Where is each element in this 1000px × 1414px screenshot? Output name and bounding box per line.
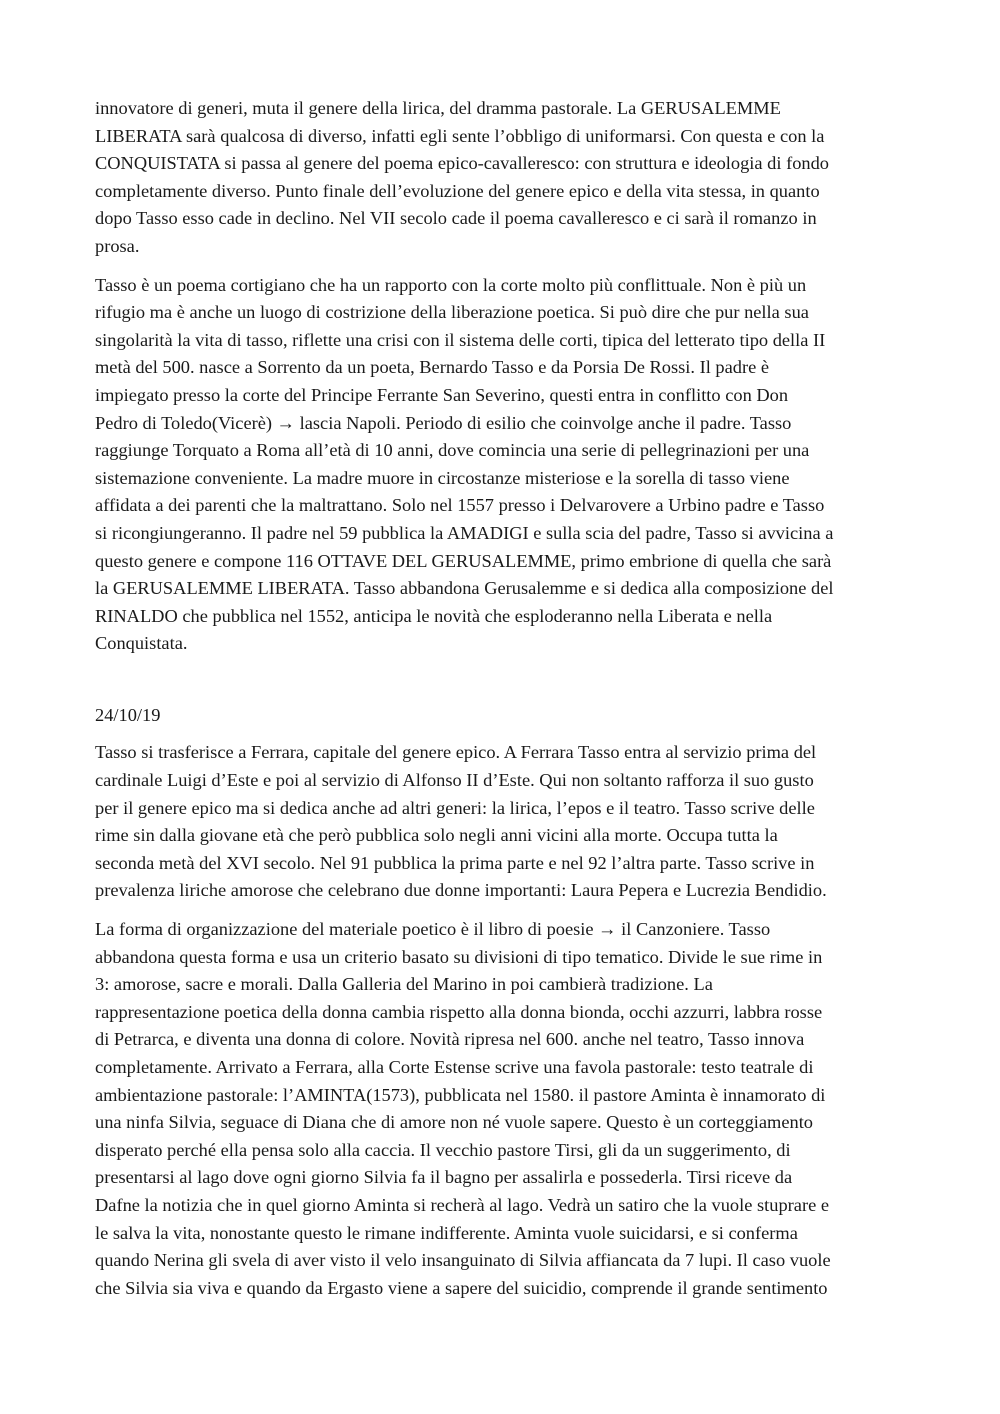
date-heading: 24/10/19	[95, 704, 161, 725]
paragraph-tasso-biography: Tasso è un poema cortigiano che ha un rapporto con la corte molto più conflittuale. Non è più un rifugio ma è anche un luogo di costrizione della liberazione poetica. Si può dire che pur nella sua singolarità la vita di tasso, riflette una crisi con il sistema delle corti, tipica del letterato tipo della II metà del 500. nasce a Sorrento da un poeta, Bernardo Tasso e da Porsia De Rossi. Il padre è impiegato presso la corte del Principe Ferrante San Severino, questi entra in conflitto con Don Pedro di Toledo(Vicerè) → lascia Napoli. Periodo di esilio che coinvolge anche il padre. Tasso raggiunge Torquato a Roma all’età di 10 anni, dove comincia una serie di pellegrinazioni per una sistemazione conveniente. La madre muore in circostanze misteriose e la sorella di tasso viene affidata a dei parenti che la maltrattano. Solo nel 1557 presso i Delvarovere a Urbino padre e Tasso si ricongiungeranno. Il padre nel 59 pubblica la AMADIGI e sulla scia del padre, Tasso si avvicina a questo genere e compone 116 OTTAVE DEL GERUSALEMME, primo embrione di quella che sarà la GERUSALEMME LIBERATA. Tasso abbandona Gerusalemme e si dedica alla composizione del RINALDO che pubblica nel 1552, anticipa le novità che esploderanno nella Liberata e nella Conquistata.	[95, 274, 834, 654]
document-body	[95, 95, 910, 1313]
paragraph-ferrara: Tasso si trasferisce a Ferrara, capitale del genere epico. A Ferrara Tasso entra al servizio prima del cardinale Luigi d’Este e poi al servizio di Alfonso II d’Este. Qui non soltanto rafforza il suo gusto per il genere epico ma si dedica anche ad altri generi: la lirica, l’epos e il teatro. Tasso scrive delle rime sin dalla giovane età che però pubblica solo negli anni vicini alla morte. Occupa tutta la seconda metà del XVI secolo. Nel 91 pubblica la prima parte e nel 92 l’altra parte. Tasso scrive in prevalenza liriche amorose che celebrano due donne importanti: Laura Pepera e Lucrezia Bendidio.	[95, 742, 827, 901]
paragraph-genre-evolution: innovatore di generi, muta il genere della lirica, del dramma pastorale. La GERUSALEMME LIBERATA sarà qualcosa di diverso, infatti egli sente l’obbligo di uniformarsi. Con questa e con la CONQUISTATA si passa al genere del poema epico-cavalleresco: con struttura e ideologia di fondo completamente diverso. Punto finale dell’evoluzione del genere epico e della vita stessa, in quanto dopo Tasso esso cade in declino. Nel VII secolo cade il poema cavalleresco e ci sarà il romanzo in prosa.	[95, 98, 829, 256]
paragraph-canzoniere-aminta: La forma di organizzazione del materiale poetico è il libro di poesie → il Canzoniere. Tasso abbandona questa forma e usa un criterio basato su divisioni di tipo tematico. Divide le sue rime in 3: amorose, sacre e morali. Dalla Galleria del Marino in poi cambierà tradizione. La rappresentazione poetica della donna cambia rispetto alla donna bionda, occhi azzurri, labbra rosse di Petrarca, e diventa una donna di colore. Novità ripresa nel 600. anche nel teatro, Tasso innova completamente. Arrivato a Ferrara, alla Corte Estense scrive una favola pastorale: testo teatrale di ambientazione pastorale: l’AMINTA(1573), pubblicata nel 1580. il pastore Aminta è innamorato di una ninfa Silvia, seguace di Diana che di amore non né vuole sapere. Questo è un corteggiamento disperato perché ella pensa solo alla caccia. Il vecchio pastore Tirsi, gli da un suggerimento, di presentarsi al lago dove ogni giorno Silvia fa il bagno per assalirla e possederla. Tirsi riceve da Dafne la notizia che in quel giorno Aminta si recherà al lago. Vedrà un satiro che la vuole stuprare e le salva la vita, nonostante questo le rimane indifferente. Aminta vuole suicidarsi, e si conferma quando Nerina gli svela di aver visto il velo insanguinato di Silvia affiancata da 7 lupi. Il caso vuole che Silvia sia viva e quando da Ergasto viene a sapere del suicidio, comprende il grande sentimento	[95, 919, 831, 1298]
